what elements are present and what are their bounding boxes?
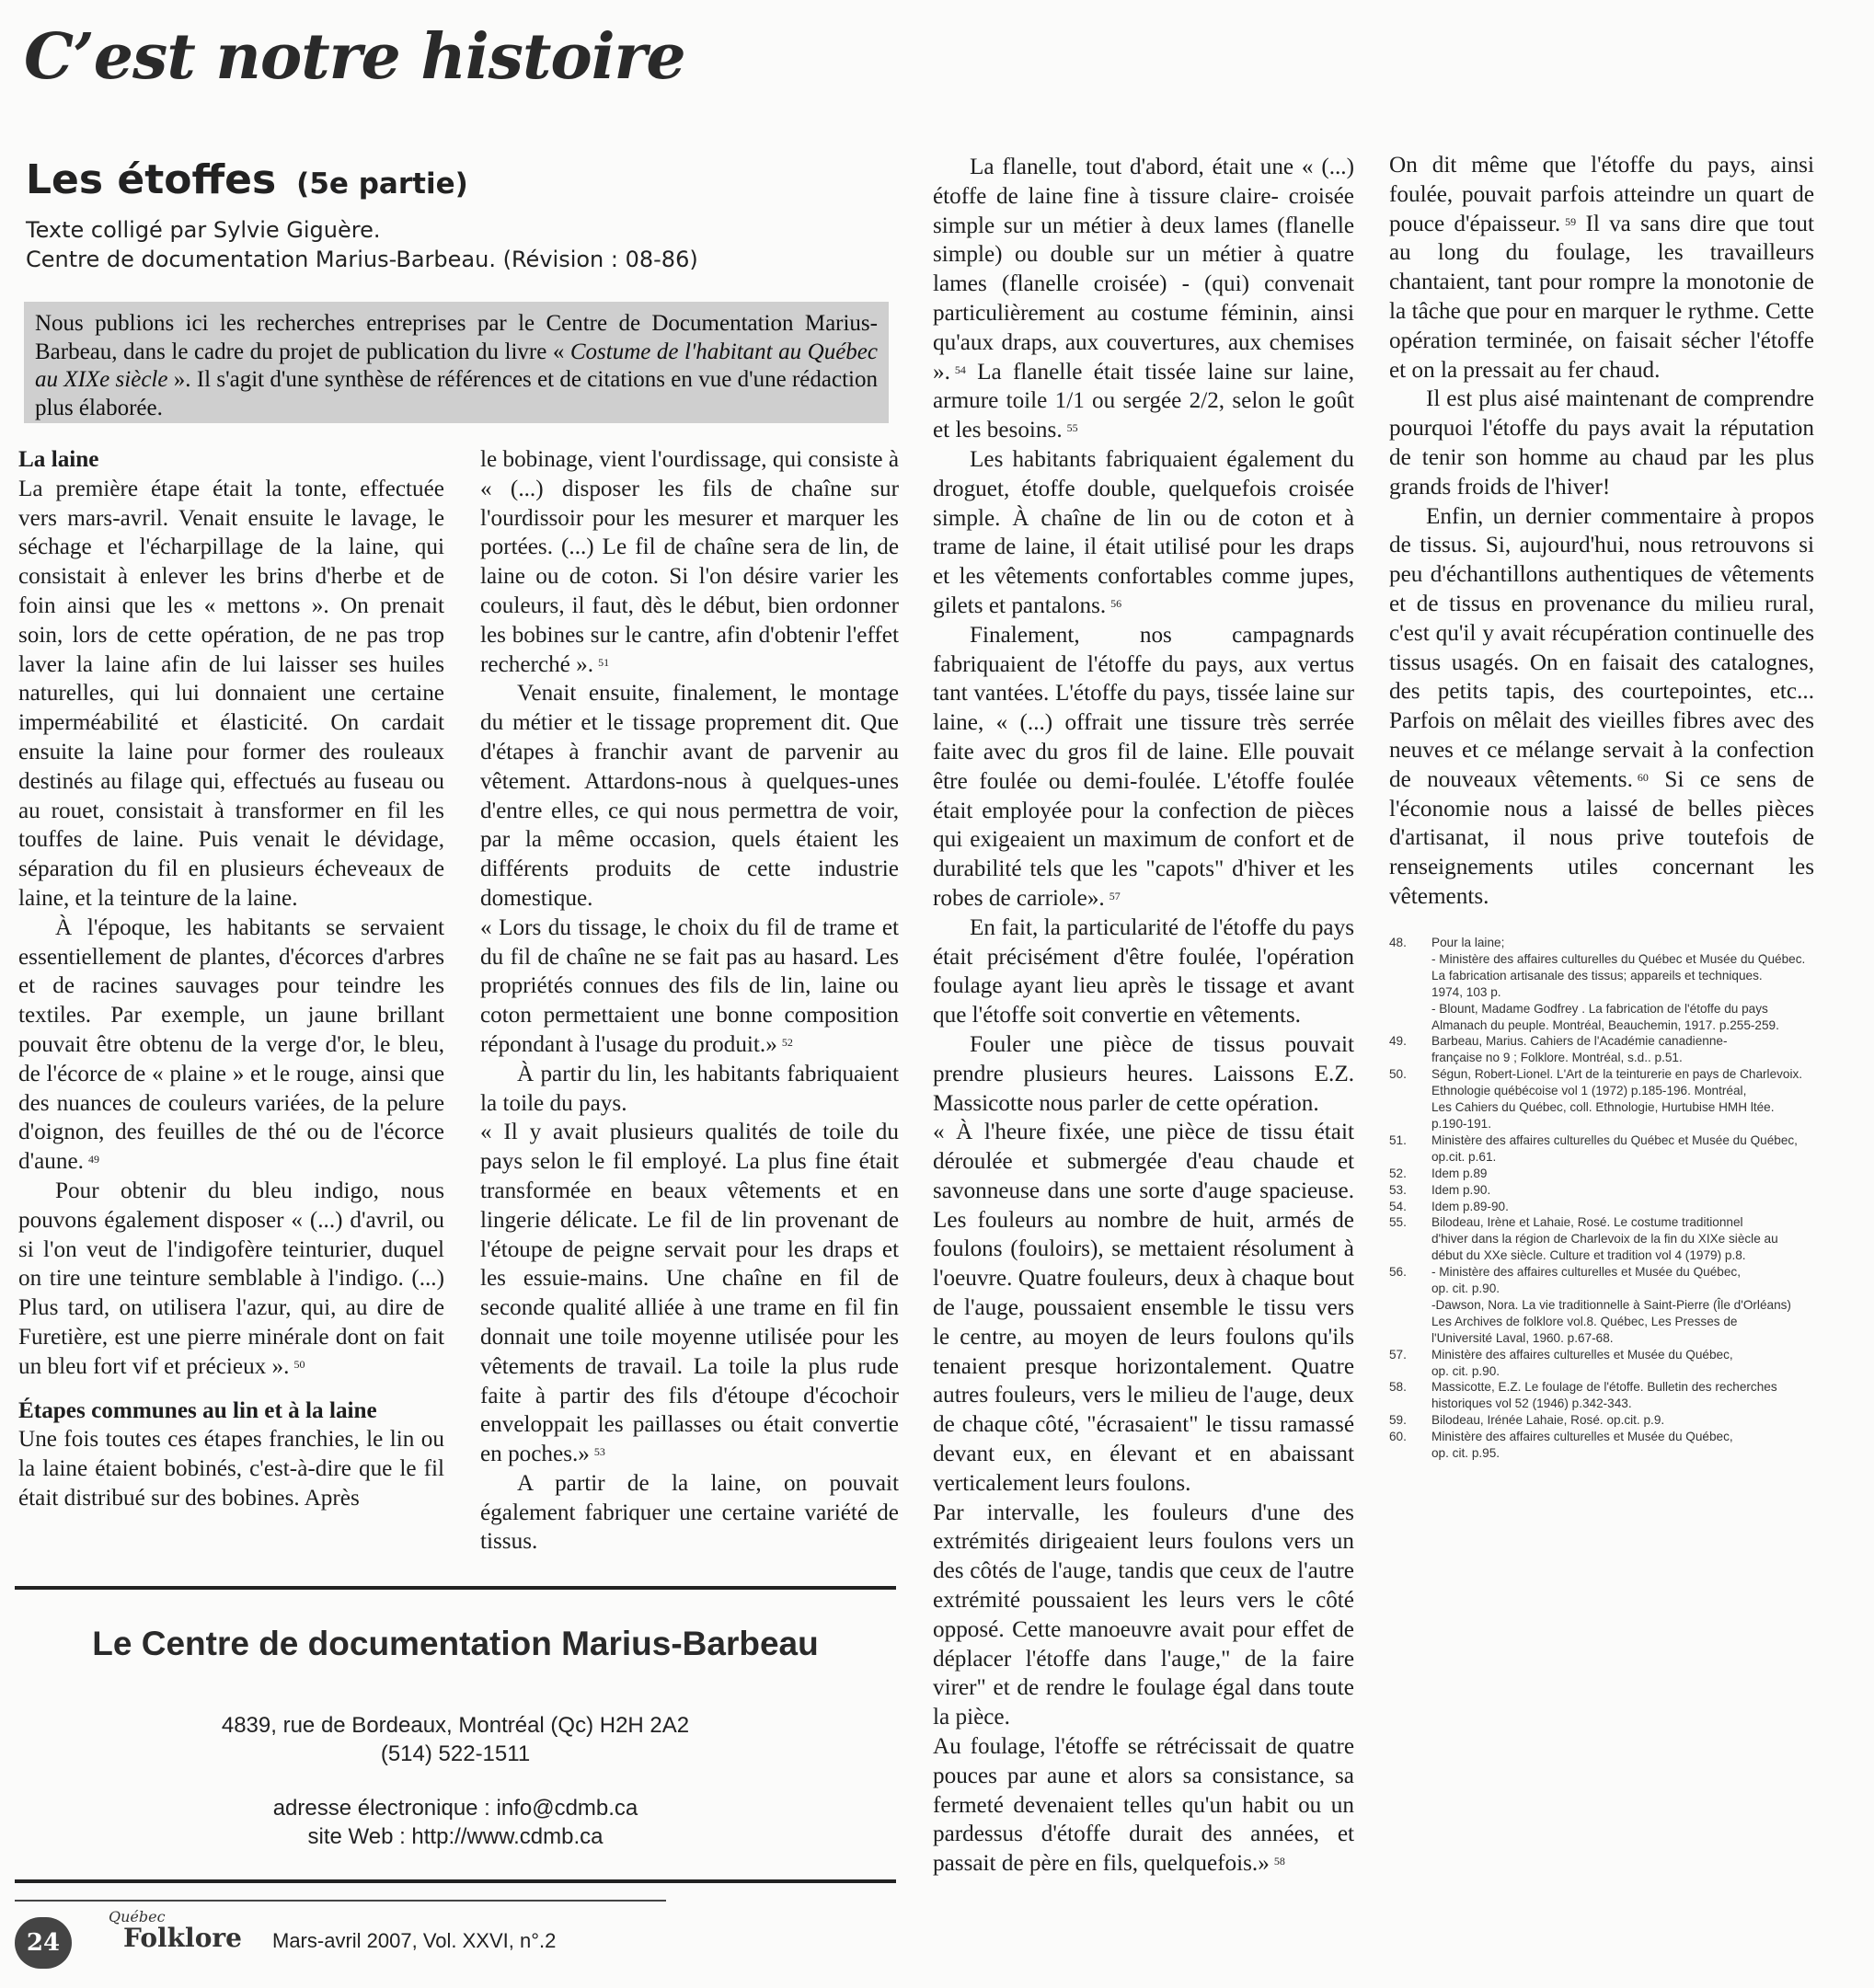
page-title: C’est notre histoire <box>24 20 685 94</box>
footnote-ref: 49 <box>87 1153 99 1166</box>
center-website: site Web : http://www.cdmb.ca <box>307 1824 604 1849</box>
paragraph <box>18 914 444 1177</box>
article-title-text: Les étoffes <box>26 156 277 203</box>
article-part: (5e partie) <box>296 167 468 201</box>
paragraph <box>1389 502 1814 912</box>
divider <box>15 1586 896 1590</box>
paragraph: Il est plus aisé maintenant de comprendre pourquoi l'étoffe du pays avait la réputation de tenir son homme au chaud par les plus grands froids de l'hiver! <box>1389 386 1814 500</box>
paragraph-text: Les habitants fabriquaient également du droguet, étoffe double, quelquefois croisée simple. À chaîne de lin ou de coton et à trame de laine, il était utilisé pour les draps et les vêtements confortables comme jupes, gilets et pantalons. <box>933 446 1354 618</box>
footnotes <box>1389 935 1823 1462</box>
paragraph: Venait ensuite, finalement, le montage du métier et le tissage proprement dit. Que d'étapes à franchir avant de parvenir au vêtement. Attardons-nous à quelques-unes d'entre elles, ce qui nous permettra de voir, par la même occasion, quels étaient les différents produits de cette industrie domestique. <box>480 681 899 911</box>
footnote-ref: 57 <box>1109 889 1121 902</box>
paragraph: A partir de la laine, on pouvait également fabriquer une certaine variété de tissus. <box>480 1470 899 1555</box>
footnote-57: 57. Ministère des affaires culturelles et Musée du Québec, op. cit. p.90. <box>1389 1347 1733 1378</box>
page-number: 24 <box>15 1917 72 1969</box>
logo-folklore: Folklore <box>123 1923 242 1953</box>
paragraph-text: Finalement, nos campagnards fabriquaient de l'étoffe du pays, aux vertus tant vantées. L'étoffe du pays, tissée laine sur laine, « (...) offrait une tissure très serrée faite avec du gros fil de laine. Elle pouvait être foulée ou demi-foulée. L'étoffe foulée était employée pour la confection de pièces qui exigeaient un maximum de confort et de durabilité tels que les "capots" d'hiver et les robes de carriole». <box>933 622 1354 911</box>
footnote-49: 49. Barbeau, Marius. Cahiers de l'Académie canadienne- française no 9 ; Folklore. Montréal, s.d.. p.51. <box>1389 1034 1728 1065</box>
paragraph-text: Enfin, un dernier commentaire à propos de tissus. Si, aujourd'hui, nous retrouvons si peu d'échantillons authentiques de vêtements et de tissus en provenance du milieu rural, c'est qu'il y avait récupération continuelle des tissus usagés. On en faisait des catalognes, des petits tapis, des courtepointes, etc... Parfois on mêlait des vieilles fibres avec des neuves et ce mélange servait à la confection de nouveaux vêtements. <box>1389 503 1814 792</box>
paragraph-text: Pour obtenir du bleu indigo, nous pouvons également disposer « (...) d'avril, ou si l'on veut de l'indigofère teinturier, duquel on tire une teinture semblable à l'indigo. (...) Plus tard, on utilisera l'azur, qui, au dire de Furetière, est une pierre minérale dont on fait un bleu fort vif et précieux ». <box>18 1178 444 1379</box>
footnote-51: 51. Ministère des affaires culturelles du Québec et Musée du Québec, op.cit. p.61. <box>1389 1132 1798 1164</box>
column-3 <box>933 153 1354 1879</box>
article-title <box>26 156 468 203</box>
paragraph: En fait, la particularité de l'étoffe du pays était précisément d'être foulée, l'opération foulage ayant lieu après le tissage et avant que l'étoffe soit convertie en vêtements. <box>933 914 1354 1028</box>
center-phone: (514) 522-1511 <box>380 1741 531 1766</box>
paragraph-text: La flanelle, tout d'abord, était une « (...) étoffe de laine fine à tissure claire- croisée simple sur un métier à deux lames (flanelle simple) ou double sur un métier à quatre lames (flanelle croisée) - (qui) convenait particulièrement au costume féminin, ainsi qu'aux draps, aux couvertures, aux chemises ». <box>933 155 1354 385</box>
paragraph-text: Il va sans dire que tout au long du foulage, les travailleurs chantaient, tant pour rompre la monotonie de la tâche que pour en marquer le rythme. Cette opération terminée, on faisait sécher l'étoffe et on la pressait au fer chaud. <box>1389 211 1814 383</box>
footnote-ref: 53 <box>593 1445 605 1459</box>
footnote-ref: 58 <box>1273 1855 1285 1868</box>
footnote-ref: 60 <box>1637 770 1649 784</box>
intro-text-2: ». Il s'agit d'une synthèse de références et de citations en vue d'une rédaction plus élaborée. <box>35 367 878 420</box>
paragraph: Fouler une pièce de tissus pouvait prendre plusieurs heures. Laissons E.Z. Massicotte nous parler de cette opération. <box>933 1031 1354 1116</box>
footnote-ref: 51 <box>598 655 610 669</box>
paragraph-text: On dit même que l'étoffe du pays, ainsi foulée, pouvait parfois atteindre un quart de pouce d'épaisseur. <box>1389 153 1814 236</box>
footnote-50: 50. Ségun, Robert-Lionel. L'Art de la teinturerie en pays de Charlevoix. Ethnologie québécoise vol 1 (1972) p.185-196. Montréal, Les Cahiers du Québec, coll. Ethnologie, Hurtubise HMH ltée. p.190-191. <box>1389 1067 1803 1131</box>
column-4 <box>1389 151 1814 912</box>
footnote-ref: 50 <box>293 1357 305 1371</box>
paragraph <box>933 621 1354 914</box>
center-name: Le Centre de documentation Marius-Barbeau <box>92 1625 819 1662</box>
footnote-ref: 54 <box>954 362 966 376</box>
intro-box <box>24 302 889 423</box>
quote: Par intervalle, les fouleurs d'une des extrémités dirigeaient leurs foulons vers un des côtés de l'auge, tandis que ceux de l'autre extrémité poussaient les leurs vers le côté opposé. Cette manoeuvre avait pour effet de déplacer l'étoffe dans l'auge," de la faire virer" et de rendre le foulage égal dans toute la pièce. <box>933 1500 1354 1730</box>
quote-text: Au foulage, l'étoffe se rétrécissait de quatre pouces par aune et alors sa consistance, sa fermeté devenaient telles qu'un habit ou un pardessus d'étoffe durait des années, et passait de père en fils, quelquefois.» <box>933 1734 1354 1877</box>
center-email: adresse électronique : info@cdmb.ca <box>272 1796 638 1821</box>
footnote-55: 55. Bilodeau, Irène et Lahaie, Rosé. Le costume traditionnel d'hiver dans la région de Charlevoix de la fin du XIXe siècle au début du XXe siècle. Culture et tradition vol 4 (1979) p.8. <box>1389 1215 1778 1263</box>
paragraph-text: Si ce sens de l'économie nous a laissé de belles pièces d'artisanat, il nous prive toutefois de renseignements utiles concernant les vêtements. <box>1389 766 1815 909</box>
paragraph: À partir du lin, les habitants fabriquaient la toile du pays. <box>480 1061 899 1116</box>
column-1 <box>18 445 444 1513</box>
center-address: 4839, rue de Bordeaux, Montréal (Qc) H2H 2A2 <box>221 1713 690 1738</box>
paragraph-text: le bobinage, vient l'ourdissage, qui consiste à « (...) disposer les fils de chaîne sur l'ourdissoir pour les mesurer et marquer les portées. (...) Le fil de chaîne sera de lin, de laine ou de coton. Si l'on désire varier les couleurs, il faut, dès le début, bien ordonner les bobines sur le cantre, afin d'obtenir l'effet recherché ». <box>480 447 900 677</box>
issue-info: Mars-avril 2007, Vol. XXVI, n°.2 <box>272 1929 557 1952</box>
paragraph: La première étape était la tonte, effectuée vers mars-avril. Venait ensuite le lavage, le séchage et l'écharpillage de la laine, qui consistait à enlever les brins d'herbe et de foin ainsi que les « mettons ». On prenait soin, lors de cette opération, de ne pas trop laver la laine afin de lui laisser ses huiles naturelles, qui lui donnaient une certaine imperméabilité et élasticité. On cardait ensuite la laine pour former des rouleaux destinés au filage qui, effectués au fuseau ou au rouet, consistait à transformer en fil les touffes de laine. Puis venait le dévidage, séparation du fil en plusieurs écheveaux de laine, et la teinture de la laine. <box>18 476 444 911</box>
footnote-ref: 52 <box>781 1035 793 1049</box>
quote <box>933 1732 1354 1879</box>
paragraph: Une fois toutes ces étapes franchies, le lin ou la laine étaient bobinés, c'est-à-dire que le fil était distribué sur des bobines. Après <box>18 1427 444 1511</box>
footnote-48: 48. Pour la laine; - Ministère des affaires culturelles du Québec et Musée du Québec. La fabrication artisanale des tissus; appareils et techniques. 1974, 103 p. - Blount, Madame Godfrey . La fabrication de l'étoffe du pays Almanach du peuple. Montréal, Beauchemin, 1917. p.255-259. <box>1389 936 1806 1032</box>
paragraph <box>933 445 1354 621</box>
paragraph-text: À l'époque, les habitants se servaient essentiellement de plantes, d'écorces d'arbres et de racines sauvages pour teindre les textiles. Par exemple, un jaune brillant pouvait être obtenu de la verge d'or, le bleu, de l'écorce de « plaine » et le rouge, ainsi que des nuances de couleurs variées, de la pelure d'oignon, des feuilles de thé ou de l'écorce d'aune. <box>18 914 444 1175</box>
divider <box>15 1879 896 1883</box>
paragraph <box>933 153 1354 445</box>
footnote-59: 59. Bilodeau, Irénée Lahaie, Rosé. op.cit. p.9. <box>1389 1413 1665 1428</box>
footnote-53: 53. Idem p.90. <box>1389 1182 1491 1197</box>
byline-author: Texte colligé par Sylvie Giguère. <box>26 217 381 243</box>
paragraph <box>18 1177 444 1382</box>
footnote-ref: 55 <box>1066 421 1078 435</box>
quote-text: « Il y avait plusieurs qualités de toile du pays selon le fil employé. La plus fine était transformée en beaux vêtements et en lingerie délicate. Le fil de lin provenant de l'étoupe de peigne servait pour les draps et les essuie-mains. Une chaîne en fil de seconde qualité alliée à une trame en fil fin donnait une toile moyenne utilisée pour les vêtements de travail. La toile la plus rude faite à partir des fils d'étoupe d'écochoir enveloppait les paillasses ou était convertie en poches.» <box>480 1120 899 1467</box>
intro-book-title: Costume de l'habitant au Québec au XIXe siècle <box>35 339 878 392</box>
byline <box>26 215 698 274</box>
paragraph <box>1389 151 1814 385</box>
quote <box>480 914 899 1060</box>
footnote-52: 52. Idem p.89 <box>1389 1166 1488 1180</box>
intro-text-1: Nous publions ici les recherches entreprises par le Centre de Documentation Marius-Barbeau, dans le cadre du projet de publication du livre « <box>35 311 878 364</box>
paragraph <box>480 445 899 679</box>
section-heading-etapes: Étapes communes au lin et à la laine <box>18 1397 377 1423</box>
byline-source: Centre de documentation Marius-Barbeau. (Révision : 08-86) <box>26 247 698 272</box>
footer-rule <box>15 1900 666 1902</box>
footnote-54: 54. Idem p.89-90. <box>1389 1199 1509 1213</box>
footnote-ref: 59 <box>1565 214 1577 228</box>
quote <box>480 1118 899 1469</box>
footnote-60: 60. Ministère des affaires culturelles et Musée du Québec, op. cit. p.95. <box>1389 1430 1733 1461</box>
footnote-58: 58. Massicotte, E.Z. Le foulage de l'étoffe. Bulletin des recherches historiques vol 52 (1946) p.342-343. <box>1389 1380 1777 1411</box>
quote-text: « Lors du tissage, le choix du fil de trame et du fil de chaîne ne se fait pas au hasard. Les propriétés connues des fils de lin, laine ou coton permettaient une bonne composition répondant à l'usage du produit.» <box>480 914 899 1057</box>
column-2 <box>480 445 899 1557</box>
section-heading-laine: La laine <box>18 447 99 472</box>
footnote-ref: 56 <box>1110 596 1122 610</box>
paragraph-text: La flanelle était tissée laine sur laine, armure toile 1/1 ou sergée 2/2, selon le goût et les besoins. <box>933 359 1354 443</box>
footnote-56: 56. - Ministère des affaires culturelles et Musée du Québec, op. cit. p.90. -Dawson, Nora. La vie traditionnelle à Saint-Pierre (Île d'Orléans) Les Archives de folklore vol.8. Québec, Les Presses de l'Université Laval, 1960. p.67-68. <box>1389 1265 1791 1345</box>
quote: « À l'heure fixée, une pièce de tissu était déroulée et submergée d'eau chaude et savonneuse dans une sorte d'auge spacieuse. Les fouleurs au nombre de huit, armés de foulons (fouloirs), se mettaient résolument à l'oeuvre. Quatre fouleurs, deux à chaque bout de l'auge, poussaient ensemble le tissu vers le centre, au moyen de leurs foulons qu'ils tenaient presque horizontalement. Quatre autres fouleurs, vers le milieu de l'auge, deux de chaque côté, "écrasaient" le tissu ramassé devant eux, en élevant et en abaissant verticalement leurs foulons. <box>933 1120 1354 1496</box>
logo-quebec: Québec <box>109 1908 166 1925</box>
